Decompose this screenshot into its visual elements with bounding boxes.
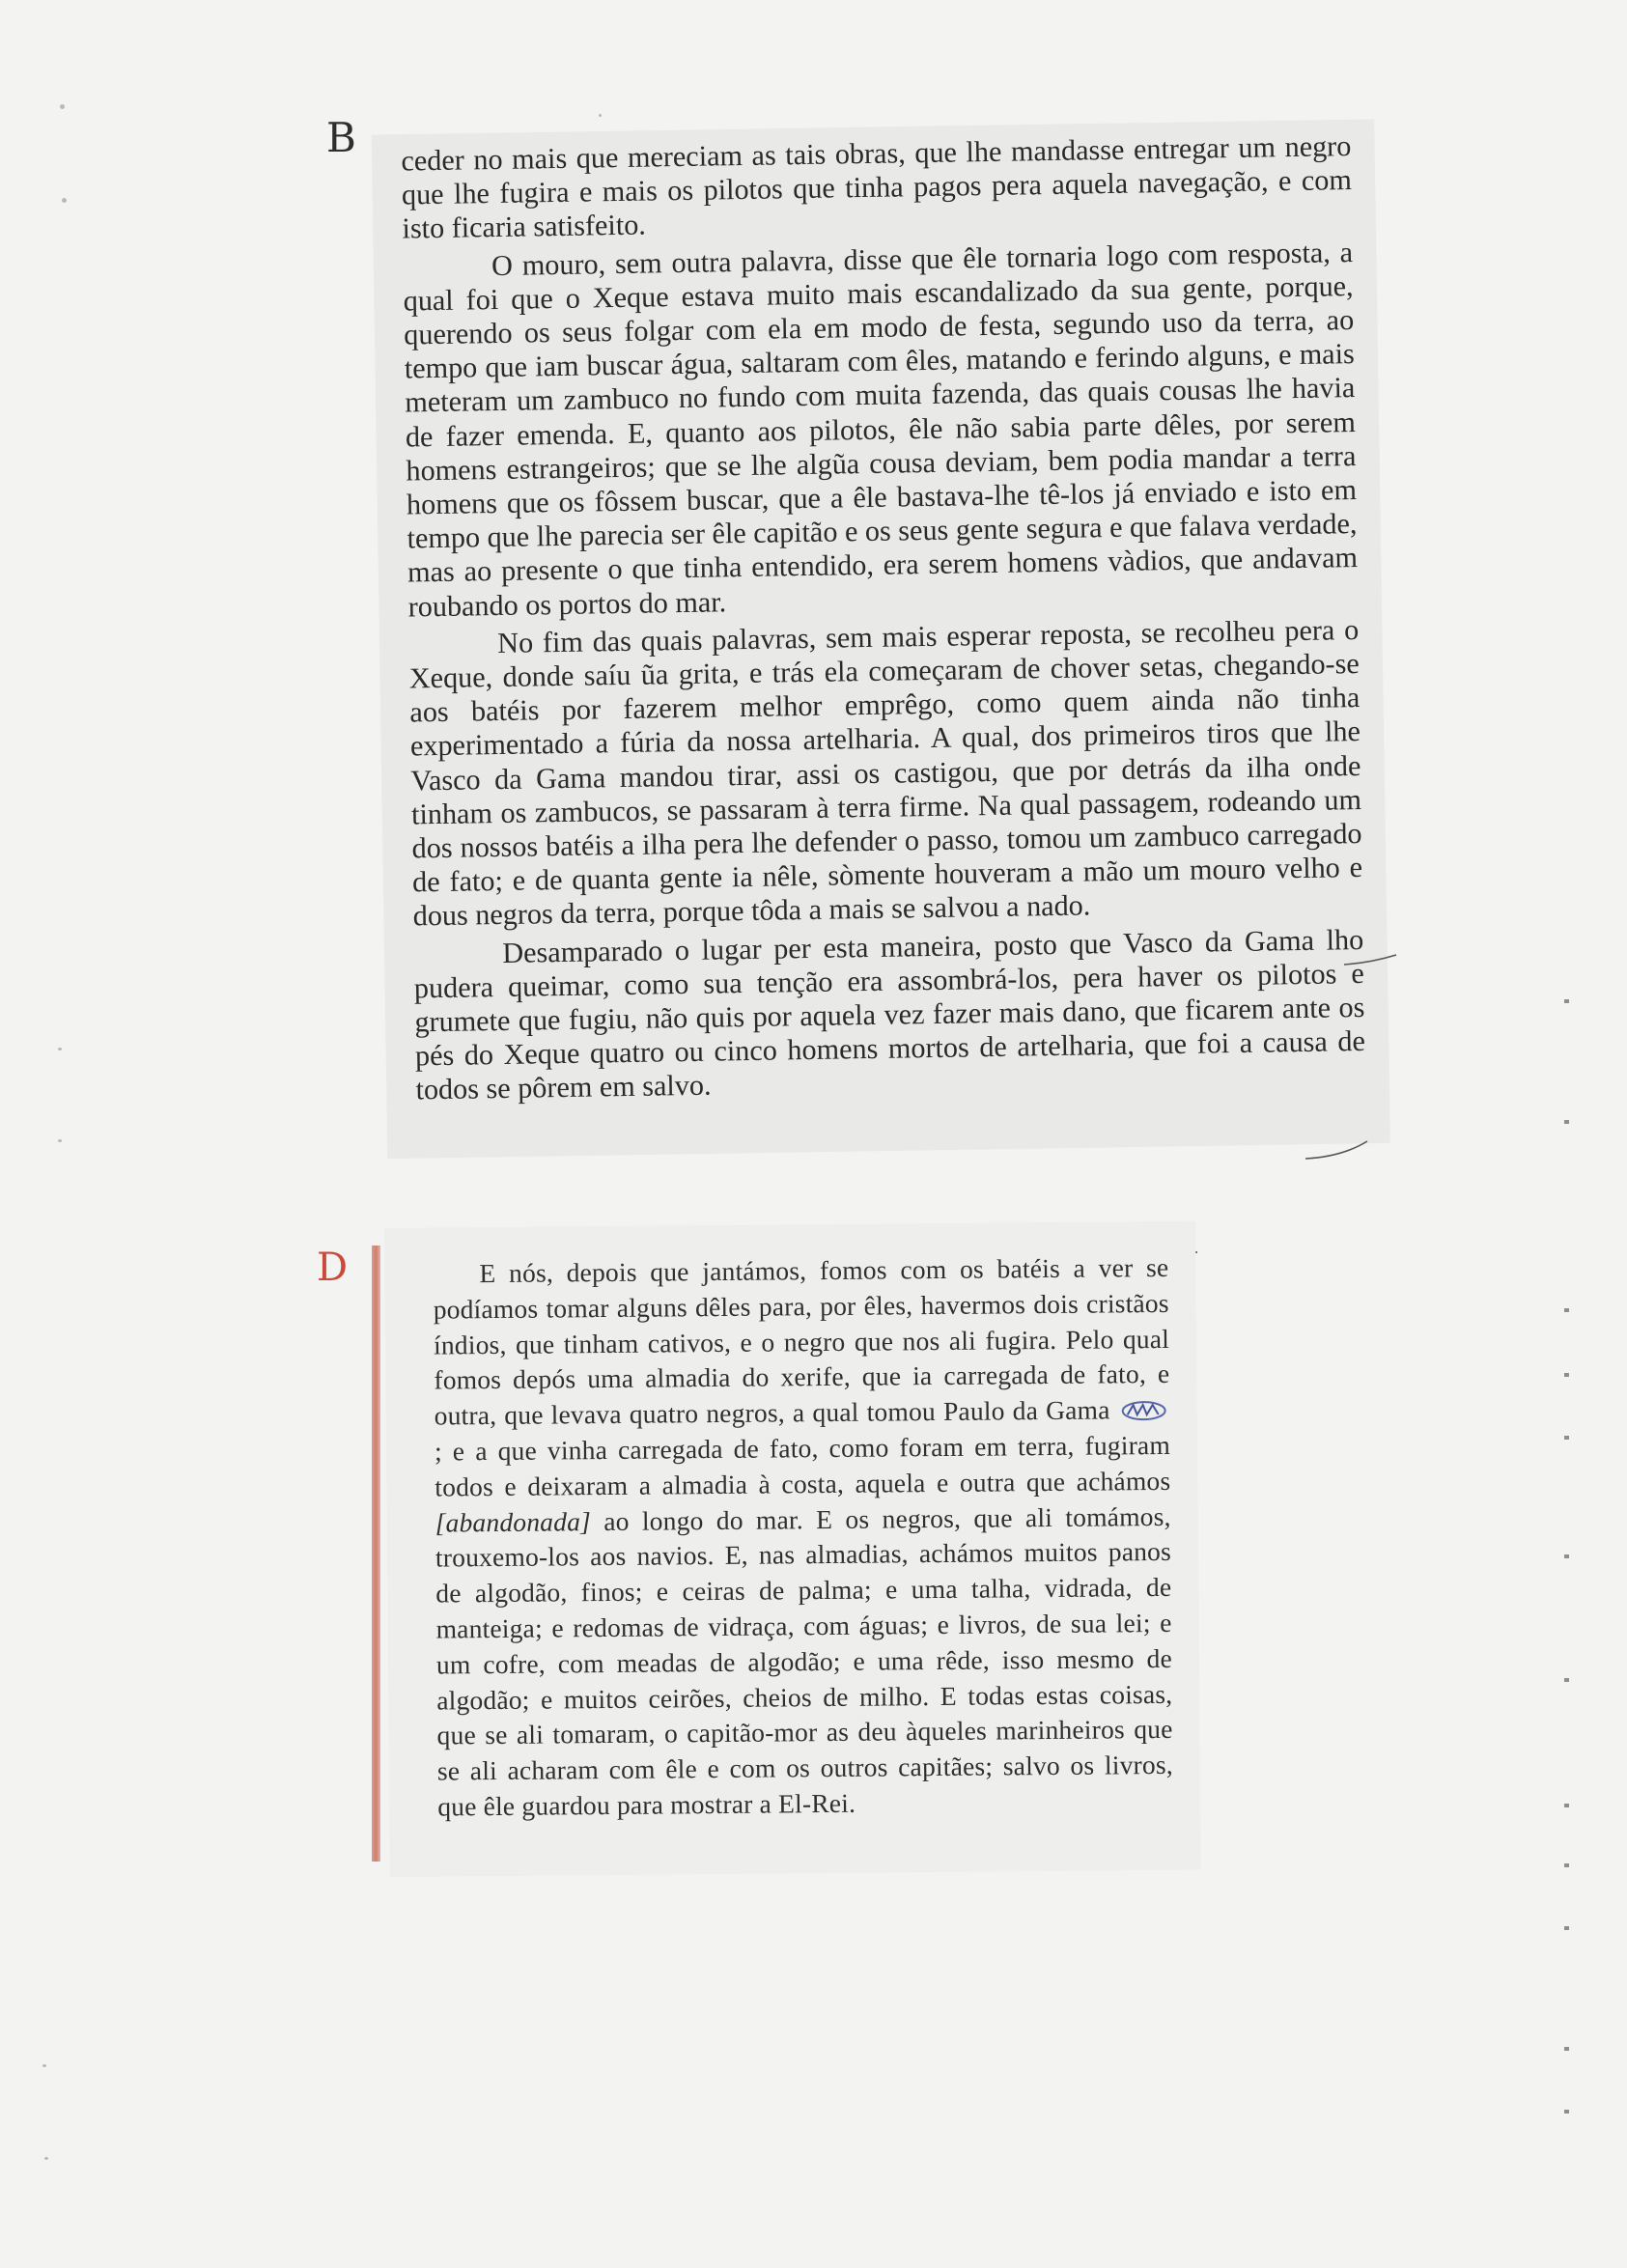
clipping-d-text-part-2: ; e a que vinha carregada de fato, como foram em terra, fugiram todos e deixaram a almadia à costa, aquela e outra que achámos	[434, 1429, 1171, 1502]
edge-mark	[1564, 1926, 1569, 1930]
edge-mark	[1564, 1308, 1569, 1312]
clipping-d-bracketed-word: [abandonada]	[435, 1505, 592, 1538]
clipping-b-paragraph-2: O mouro, sem outra palavra, disse que êle tornaria logo com resposta, a qual foi que o Xeque estava muito mais escandalizado da sua gente, porque, querendo os seus folgar com ela em modo de festa, segundo uso da terra, ao tempo que iam buscar água, saltaram com êles, matando e ferindo alguns, e mais meteram um zambuco no fundo com muita fazenda, das quais cousas lhe havia de fazer emenda. E, quanto aos pilotos, êle não sabia parte dêles, por serem homens estrangeiros; que se lhe algũa cousa deviam, bem podia mandar a terra homens que os fôssem buscar, que a êle bastava-lhe tê-los já enviado e isto em tempo que lhe parecia ser êle capitão e os seus gente segura e que falava verdade, mas ao presente o que tinha entendido, era serem homens vàdios, que andavam roubando os portos do mar.	[403, 235, 1359, 624]
scan-speck	[58, 1139, 62, 1142]
edge-mark	[1564, 1554, 1569, 1558]
scan-speck	[42, 2064, 46, 2067]
clipping-d-text-part-1: E nós, depois que jantámos, fomos com os batéis a ver se podíamos tomar alguns dêles para, por êles, havermos dois cristãos índios, que tinham cativos, e o negro que nos ali fugira. Pelo qual fomos depós uma almadia do xerife, que ia carregada de fato, e outra, que levava quatro negros, a qual tomou Paulo da Gama	[433, 1251, 1170, 1431]
scan-speck	[599, 114, 602, 117]
edge-mark	[1564, 2047, 1569, 2051]
scan-speck	[60, 104, 65, 109]
scan-speck	[62, 198, 67, 203]
edge-mark	[1564, 1678, 1569, 1682]
edge-mark	[1564, 1436, 1569, 1440]
clipping-d-text-part-3: ao longo do mar. E os negros, que ali tomámos, trouxemo-los aos navios. E, nas almadias, achámos muitos panos de algodão, finos; e ceiras de palma; e uma talha, vidrada, de manteiga; e redomas de vidraça, com águas; e livros, de sua lei; e um cofre, com meadas de algodão; e uma rêde, isso mesmo de algodão; e muitos ceirões, cheios de milho. E todas estas coisas, que se ali tomaram, o capitão-mor as deu àqueles marinheiros que se ali acharam com êle e com os outros capitães; salvo os livros, que êle guardou para mostrar a El-Rei.	[435, 1500, 1174, 1822]
pencil-curve-mark	[1342, 951, 1400, 970]
edge-mark	[1564, 999, 1569, 1003]
edge-mark	[1564, 1120, 1569, 1124]
section-marker-d: D	[317, 1246, 349, 1290]
clipping-b	[372, 120, 1390, 1159]
scan-speck	[44, 2157, 48, 2160]
edge-mark	[1564, 1804, 1569, 1807]
pencil-curve-mark	[1304, 1137, 1371, 1162]
clipping-b-paragraph-4: Desamparado o lugar per esta maneira, posto que Vasco da Gama lho pudera queimar, como sua tenção era assombrá-los, pera haver os pilotos e grumete que fugiu, não quis por aquela vez fazer mais dano, que ficarem ante os pés do Xeque quatro ou cinco homens mortos de artelharia, que foi a causa de todos se pôrem em salvo.	[413, 922, 1366, 1106]
edge-mark	[1564, 2110, 1569, 2114]
clipping-d-paragraph	[433, 1250, 1173, 1825]
red-pencil-margin-line	[372, 1246, 380, 1862]
edge-mark	[1564, 1373, 1569, 1377]
clipping-b-paragraph-3: No fim das quais palavras, sem mais esperar reposta, se recolheu pera o Xeque, donde saíu ũa grita, e trás ela começaram de chover setas, chegando-se aos batéis por fazerem melhor emprêgo, como quem ainda não tinha experimentado a fúria da nossa artelharia. A qual, dos primeiros tiros que lhe Vasco da Gama mandou tirar, assi os castigou, que por detrás da ilha onde tinham os zambucos, se passaram à terra firme. Na qual passagem, rodeando um dos nossos batéis a ilha pera lhe defender o passo, tomou um zambuco carregado de fato; e de quanta gente ia nêle, sòmente houveram a mão um mouro velho e dous negros da terra, porque tôda a mais se salvou a nado.	[408, 612, 1363, 933]
section-marker-b: B	[326, 114, 356, 161]
clipping-b-paragraph-1: ceder no mais que mereciam as tais obras, que lhe mandasse entregar um negro que lhe fugira e mais os pilotos que tinha pagos pera aquela navegação, e com isto ficaria satisfeito.	[401, 129, 1353, 245]
scan-speck	[58, 1048, 62, 1050]
ink-scribble-icon	[1120, 1399, 1168, 1422]
clipping-d	[384, 1221, 1201, 1877]
edge-mark	[1564, 1863, 1569, 1867]
